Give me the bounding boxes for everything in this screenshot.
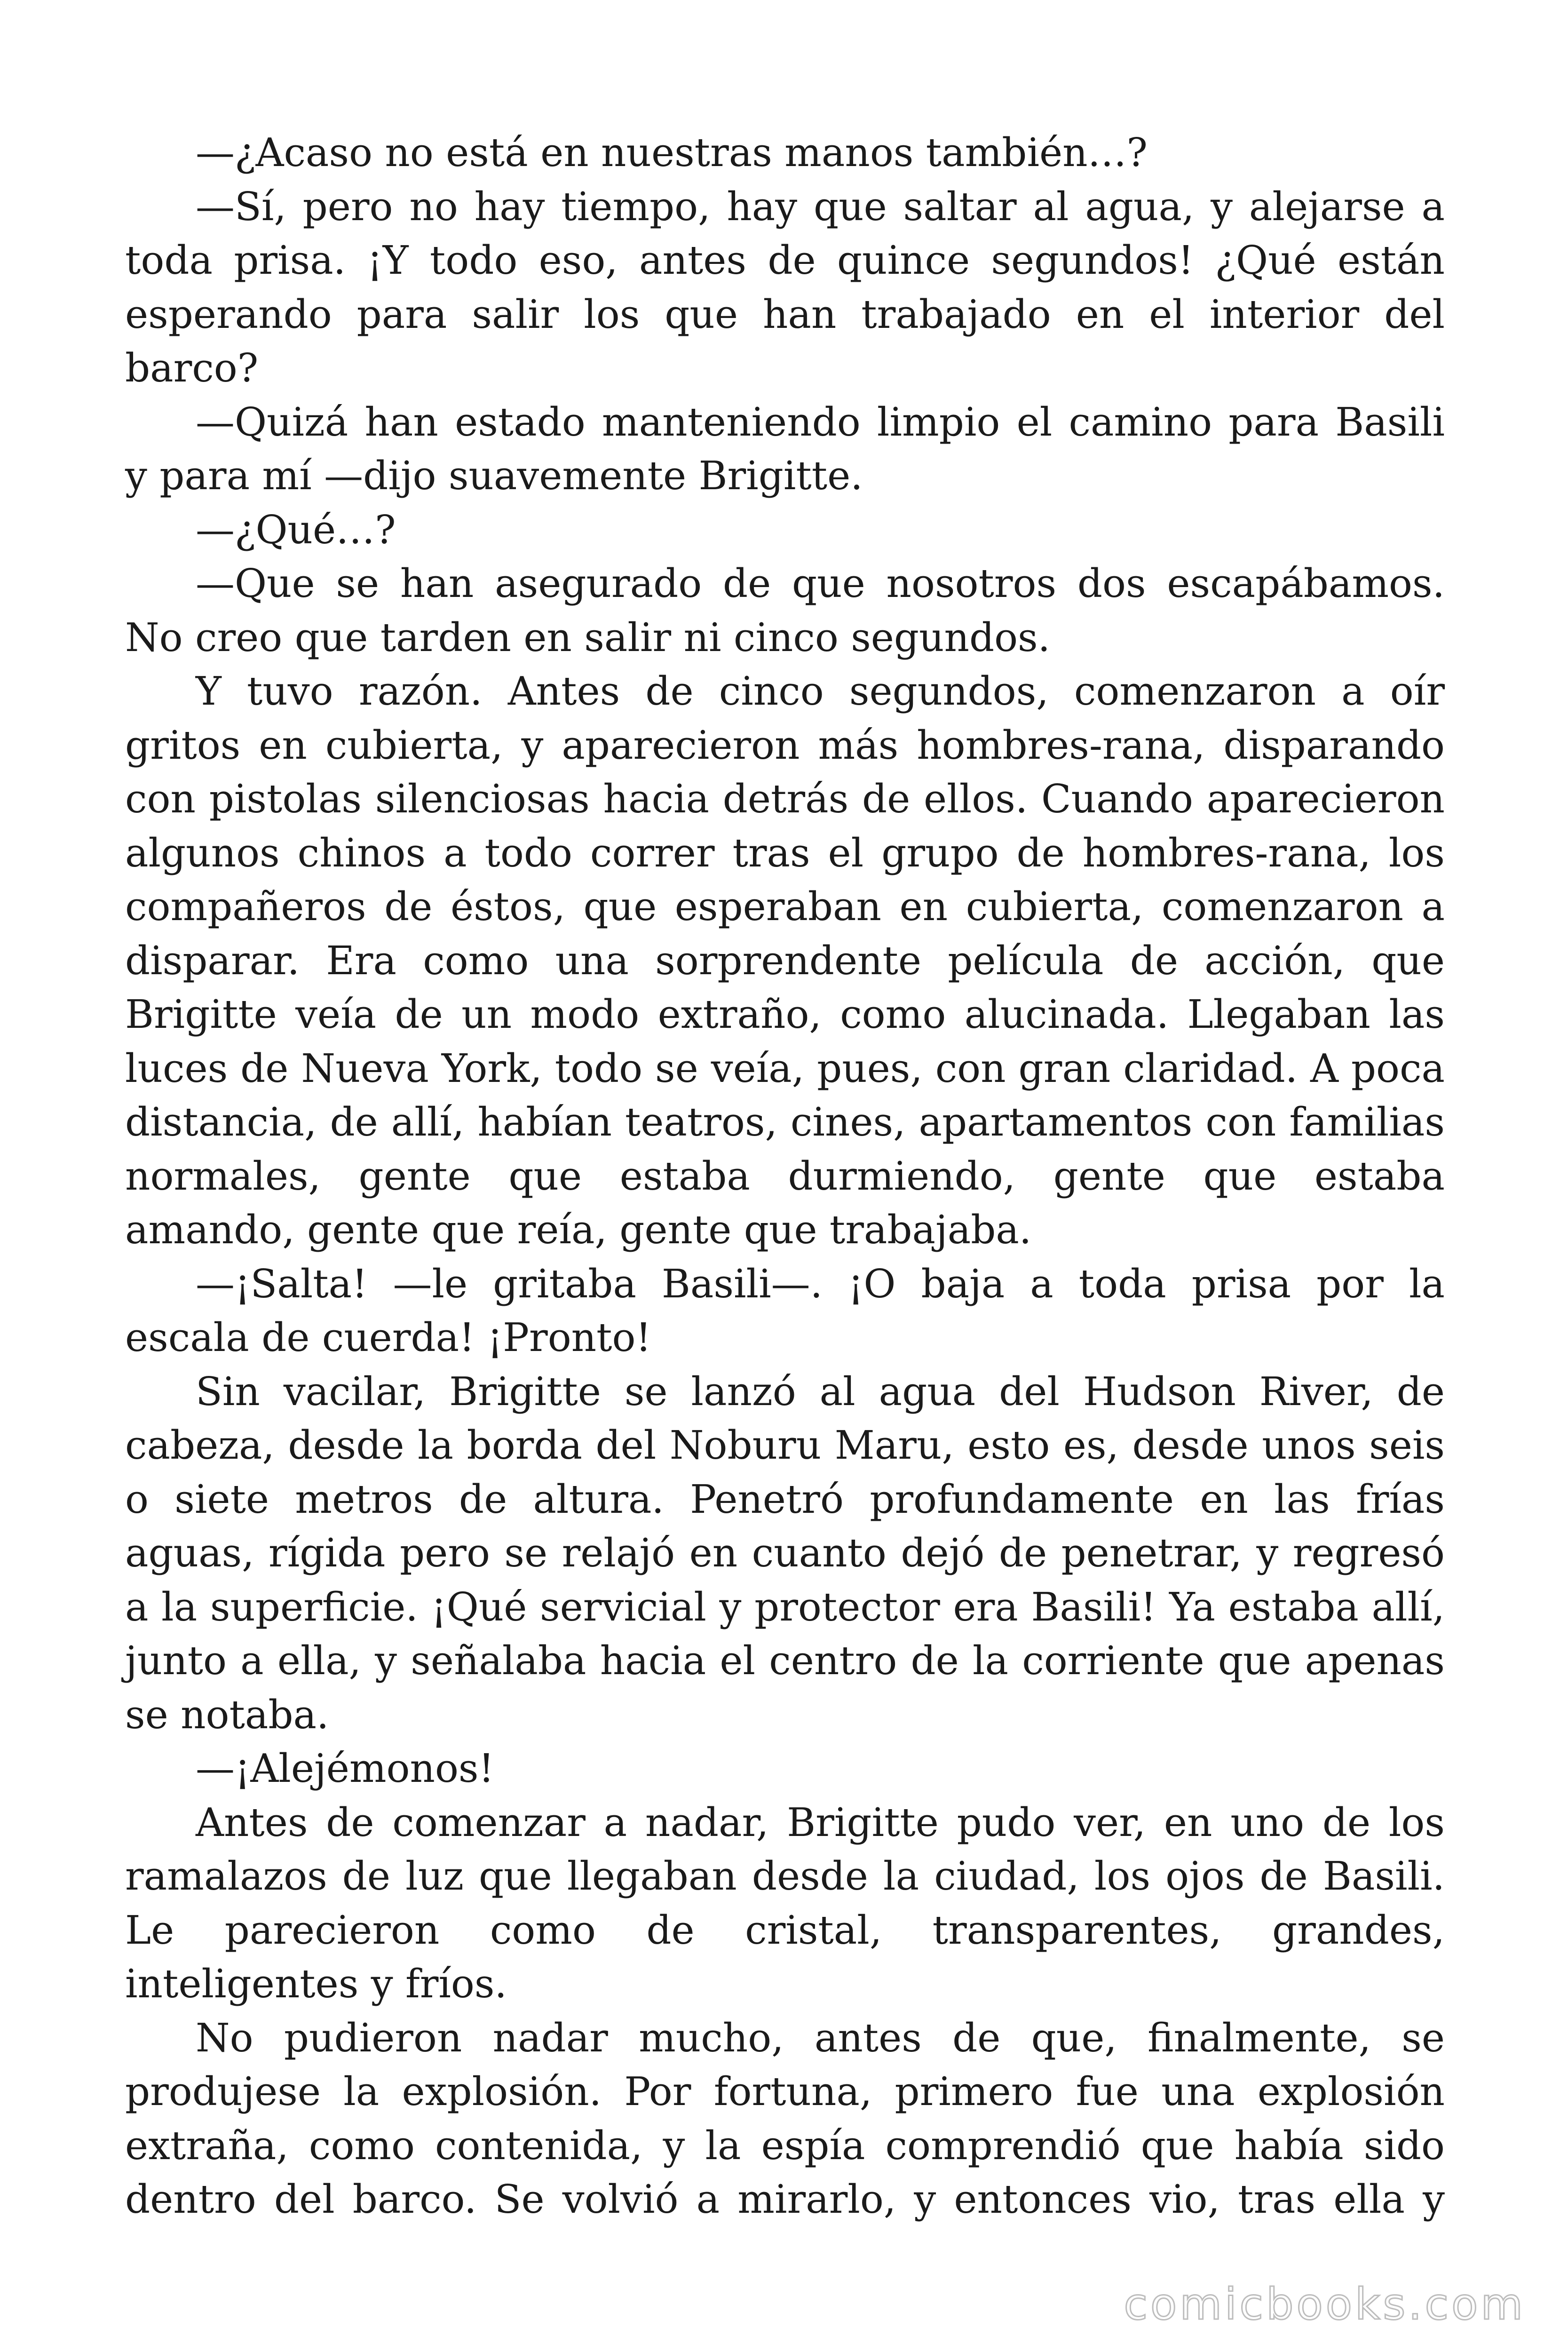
paragraph: Sin vacilar, Brigitte se lanzó al agua del Hudson River, de cabeza, desde la borda del Noburu Maru, esto es, desde unos seis o siete metros de altura. Penetró profundamente en las frías aguas, rígida pero se relajó en cuanto dejó de penetrar, y regresó a la superficie. ¡Qué servicial y protector era Basili! Ya estaba allí, junto a ella, y señalaba hacia el centro de la corriente que apenas se notaba. xyxy=(125,1368,1445,1738)
paragraph: —¡Salta! —le gritaba Basili—. ¡O baja a toda prisa por la escala de cuerda! ¡Pronto! xyxy=(125,1261,1445,1360)
paragraph: —Quizá han estado manteniendo limpio el camino para Basili y para mí —dijo suavemente Brigitte. xyxy=(125,399,1445,499)
watermark: comicbooks.com xyxy=(1124,2279,1526,2329)
paragraph: —¡Alejémonos! xyxy=(196,1746,494,1791)
paragraph: —¿Qué…? xyxy=(196,507,396,553)
paragraph: Antes de comenzar a nadar, Brigitte pudo ver, en uno de los ramalazos de luz que llegaban desde la ciudad, los ojos de Basili. Le parecieron como de cristal, transparentes, grandes, inteligentes y fríos. xyxy=(125,1799,1445,2007)
paragraph: Y tuvo razón. Antes de cinco segundos, comenzaron a oír gritos en cubierta, y aparecieron más hombres-rana, disparando con pistolas silenciosas hacia detrás de ellos. Cuando aparecieron algunos chinos a todo correr tras el grupo de hombres-rana, los compañeros de éstos, que esperaban en cubierta, comenzaron a disparar. Era como una sorprendente película de acción, que Brigitte veía de un modo extraño, como alucinada. Llegaban las luces de Nueva York, todo se veía, pues, con gran claridad. A poca distancia, de allí, habían teatros, cines, apartamentos con familias normales, gente que estaba durmiendo, gente que estaba amando, gente que reía, gente que trabajaba. xyxy=(125,668,1445,1253)
paragraph: —Sí, pero no hay tiempo, hay que saltar al agua, y alejarse a toda prisa. ¡Y todo eso, antes de quince segundos! ¿Qué están esperando para salir los que han trabajado en el interior del barco? xyxy=(125,183,1445,391)
paragraph: —¿Acaso no está en nuestras manos también…? xyxy=(196,130,1148,175)
paragraph: —Que se han asegurado de que nosotros dos escapábamos. No creo que tarden en salir ni cinco segundos. xyxy=(125,561,1445,660)
paragraph-last: No pudieron nadar mucho, antes de que, finalmente, se produjese la explosión. Por fortuna, primero fue una explosión extraña, como contenida, y la espía comprendió que había sido dentro del barco. Se volvió a mirarlo, y entonces vio, tras ella y xyxy=(125,2015,1445,2222)
page-text xyxy=(125,126,1445,2227)
